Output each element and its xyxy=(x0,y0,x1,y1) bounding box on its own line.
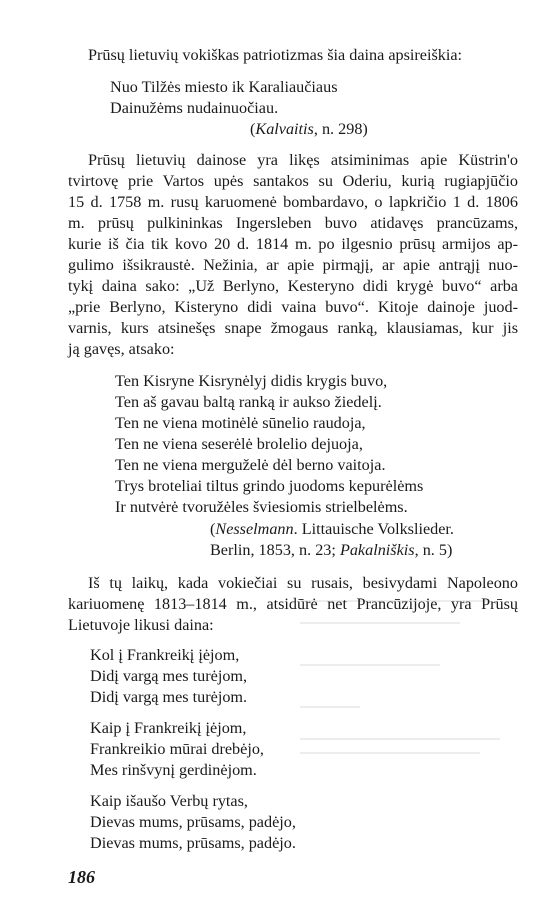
song1-line-1: Nuo Tilžės miesto ik Karaliaučiaus xyxy=(110,78,338,96)
para2-line-1: Iš tų laikų, kada vokiečiai su rusais, besivydami Napoleono xyxy=(88,574,518,592)
para1-line-2: tvirtovę prie Vartos upės santakos su Oderiu, kurią rugiapjūčio xyxy=(68,172,518,190)
para1-line-8: „prie Berlyno, Kisteryno didi vaina buvo“. Kitoje dainoje juod- xyxy=(68,298,518,316)
song2-line-3: Ten ne viena motinėlė sūnelio raudoja, xyxy=(115,414,366,432)
song2-line-6: Trys broteliai tiltus grindo juodoms kepurėlėms xyxy=(115,477,424,495)
song3-s3-line-3: Dievas mums, prūsams, padėjo. xyxy=(90,834,296,852)
para2-line-3: Lietuvoje likusi daina: xyxy=(68,616,214,634)
song3-s2-line-3: Mes rinšvynį gerdinėjom. xyxy=(90,761,257,779)
song3-s1-line-3: Didį vargą mes turėjom. xyxy=(90,688,248,706)
song3-s3-line-1: Kaip išaušo Verbų rytas, xyxy=(90,792,248,810)
song2-source-line-1: (Nesselmann. Littauische Volkslieder. xyxy=(210,520,454,538)
para1-line-6: gulimo išsikraustė. Nežinia, ar apie pirmąjį, ar apie antrąjį nuo- xyxy=(68,256,518,274)
para1-line-10: ją gavęs, atsako: xyxy=(68,340,175,358)
intro-line: Prūsų lietuvių vokiškas patriotizmas šia daina apsireiškia: xyxy=(88,46,463,64)
song1-source-rest: , n. 298) xyxy=(313,120,368,138)
para1-line-7: tykį daina sako: „Už Berlyno, Kesteryno didi krygė buvo“ arba xyxy=(68,277,518,295)
song3-s1-line-2: Didį vargą mes turėjom, xyxy=(90,667,248,685)
song2-line-7: Ir nutvėrė tvoružėles šviesiomis strielbelėms. xyxy=(115,498,408,516)
song2-line-1: Ten Kisryne Kisrynėlyj didis krygis buvo, xyxy=(115,372,388,390)
song2-source-line-2 xyxy=(210,540,452,560)
song1-source-author: Kalvaitis xyxy=(255,120,314,138)
para2-line-2: kariuomenę 1813–1814 m., atsidūrė net Prancūzijoje, yra Prūsų xyxy=(68,595,518,613)
song2-source-author: Nesselmann xyxy=(215,520,294,538)
page-number: 186 xyxy=(68,867,95,887)
song2-source-line2-end: , n. 5) xyxy=(414,541,453,559)
bleed-through xyxy=(300,596,530,796)
para1-line-9: varnis, kurs atsinešęs snape žmogaus ranką, klausiamas, kur jis xyxy=(68,319,518,337)
song3-s3-line-2: Dievas mums, prūsams, padėjo, xyxy=(90,813,296,831)
song2-source-line2-start: Berlin, 1853, n. 23; xyxy=(210,541,340,559)
song1-line-2: Dainužėms nudainuočiau. xyxy=(110,99,279,117)
para1-line-1: Prūsų lietuvių dainose yra likęs atsiminimas apie Küstrin'o xyxy=(88,151,518,169)
song3-s2-line-2: Frankreikio mūrai drebėjo, xyxy=(90,740,264,758)
song3-s1-line-1: Kol į Frankreikį įėjom, xyxy=(90,646,240,664)
song2-source-rest: . Littauische Volkslieder. xyxy=(293,520,454,538)
song1-source: (Kalvaitis, n. 298) xyxy=(250,120,368,138)
song3-s2-line-1: Kaip į Frankreikį įėjom, xyxy=(90,719,247,737)
song2-source-author-2: Pakalniškis xyxy=(339,541,415,559)
song2-line-5: Ten ne viena merguželė dėl berno vaitoja. xyxy=(115,456,386,474)
para1-line-3: 15 d. 1758 m. rusų karuomenė bombardavo, o lapkričio 1 d. 1806 xyxy=(68,193,518,211)
song2-line-2: Ten aš gavau baltą ranką ir aukso žiedelį. xyxy=(115,393,382,411)
para1-line-4: m. prūsų pulkininkas Ingersleben buvo atidavęs prancūzams, xyxy=(68,214,518,232)
para1-line-5: kurie iš čia tik kovo 20 d. 1814 m. po ilgesnio prūsų armijos ap- xyxy=(68,235,518,253)
song2-line-4: Ten ne viena seserėlė brolelio dejuoja, xyxy=(115,435,363,453)
